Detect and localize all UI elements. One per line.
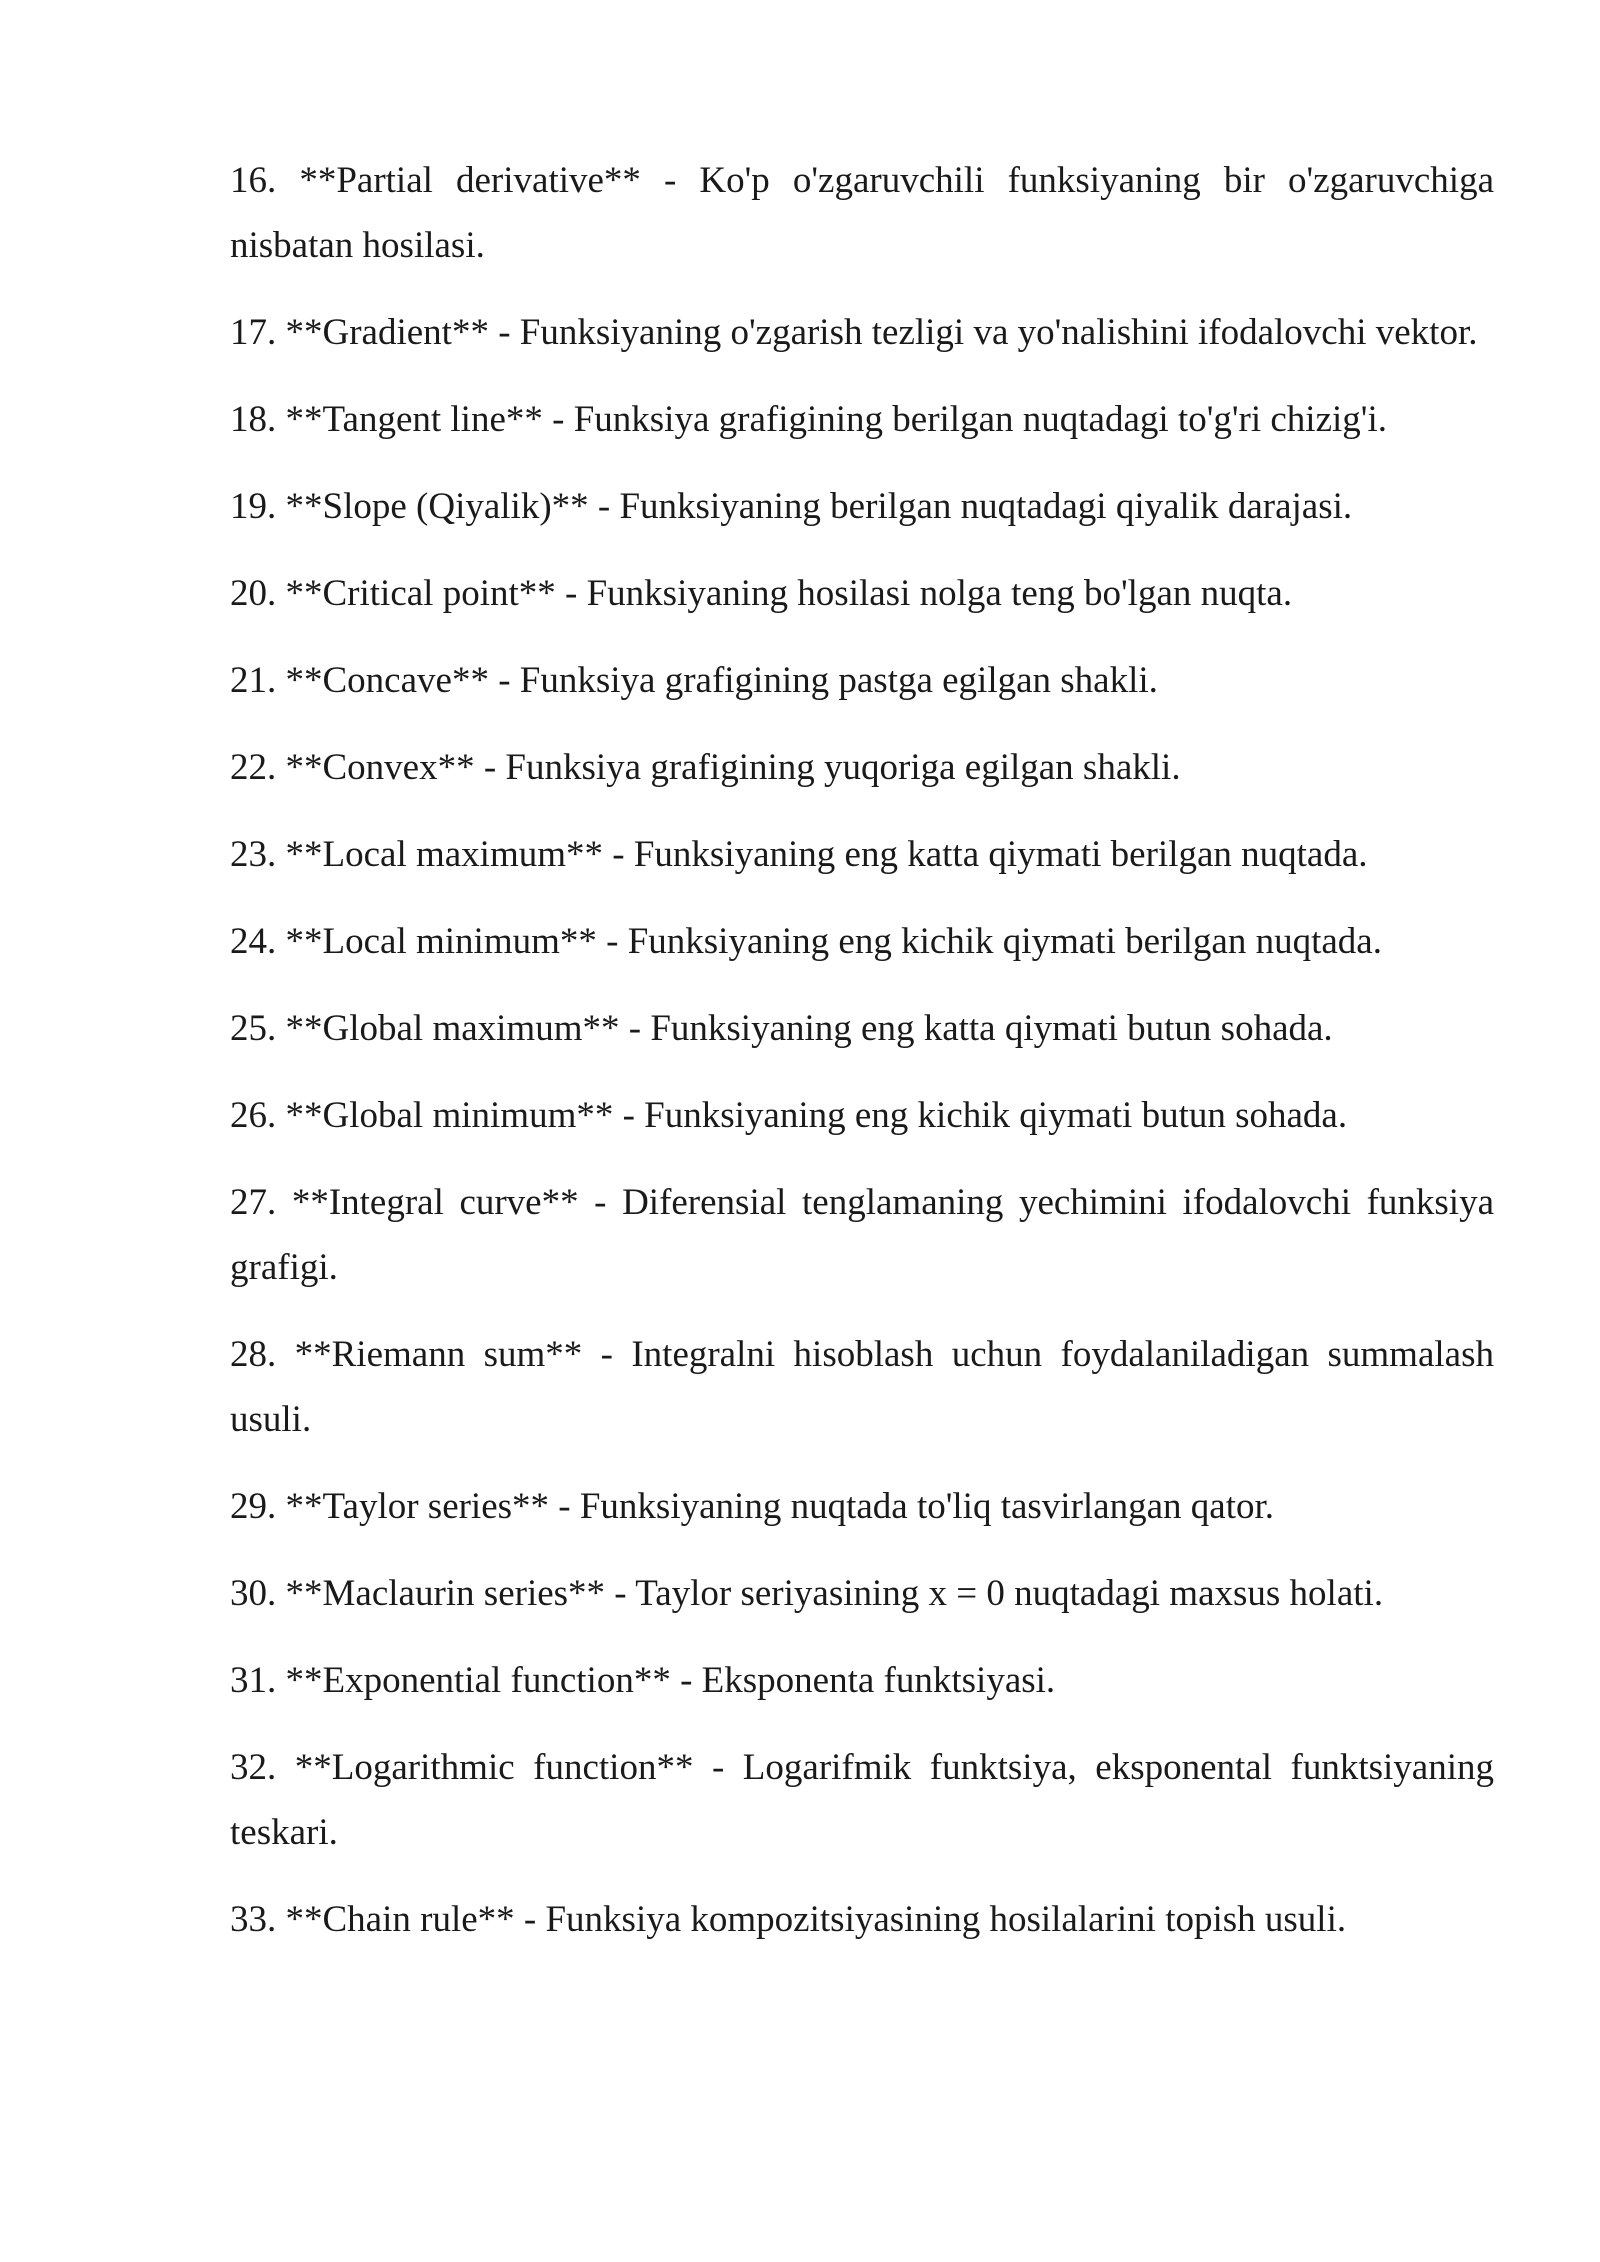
- glossary-entry-28: 28. **Riemann sum** - Integralni hisoblash uchun foydalaniladigan summalash usuli.: [230, 1334, 1494, 1440]
- glossary-entry-21: 21. **Concave** - Funksiya grafigining pastga egilgan shakli.: [230, 660, 1158, 701]
- glossary-entry-18: 18. **Tangent line** - Funksiya grafigining berilgan nuqtadagi to'g'ri chizig'i.: [230, 399, 1387, 440]
- glossary-entry-31: 31. **Exponential function** - Eksponenta funktsiyasi.: [230, 1660, 1056, 1701]
- glossary-entry-26: 26. **Global minimum** - Funksiyaning eng kichik qiymati butun sohada.: [230, 1095, 1348, 1136]
- glossary-entry-23: 23. **Local maximum** - Funksiyaning eng katta qiymati berilgan nuqtada.: [230, 834, 1368, 875]
- glossary-entry-16: 16. **Partial derivative** - Ko'p o'zgaruvchili funksiyaning bir o'zgaruvchiga nisbatan hosilasi.: [230, 160, 1494, 266]
- glossary-entry-27: 27. **Integral curve** - Diferensial tenglamaning yechimini ifodalovchi funksiya grafigi.: [230, 1182, 1494, 1288]
- glossary-entry-22: 22. **Convex** - Funksiya grafigining yuqoriga egilgan shakli.: [230, 747, 1181, 788]
- glossary-entry-17: 17. **Gradient** - Funksiyaning o'zgarish tezligi va yo'nalishini ifodalovchi vektor.: [230, 312, 1478, 353]
- glossary-entry-24: 24. **Local minimum** - Funksiyaning eng kichik qiymati berilgan nuqtada.: [230, 921, 1382, 962]
- glossary-entry-29: 29. **Taylor series** - Funksiyaning nuqtada to'liq tasvirlangan qator.: [230, 1486, 1275, 1527]
- glossary-list: [230, 148, 1494, 1974]
- glossary-entry-20: 20. **Critical point** - Funksiyaning hosilasi nolga teng bo'lgan nuqta.: [230, 573, 1293, 614]
- glossary-entry-25: 25. **Global maximum** - Funksiyaning eng katta qiymati butun sohada.: [230, 1008, 1333, 1049]
- glossary-entry-19: 19. **Slope (Qiyalik)** - Funksiyaning berilgan nuqtadagi qiyalik darajasi.: [230, 486, 1353, 527]
- glossary-entry-30: 30. **Maclaurin series** - Taylor seriyasining x = 0 nuqtadagi maxsus holati.: [230, 1573, 1384, 1614]
- glossary-entry-32: 32. **Logarithmic function** - Logarifmik funktsiya, eksponental funktsiyaning teskari.: [230, 1747, 1494, 1853]
- glossary-entry-33: 33. **Chain rule** - Funksiya kompozitsiyasining hosilalarini topish usuli.: [230, 1899, 1347, 1940]
